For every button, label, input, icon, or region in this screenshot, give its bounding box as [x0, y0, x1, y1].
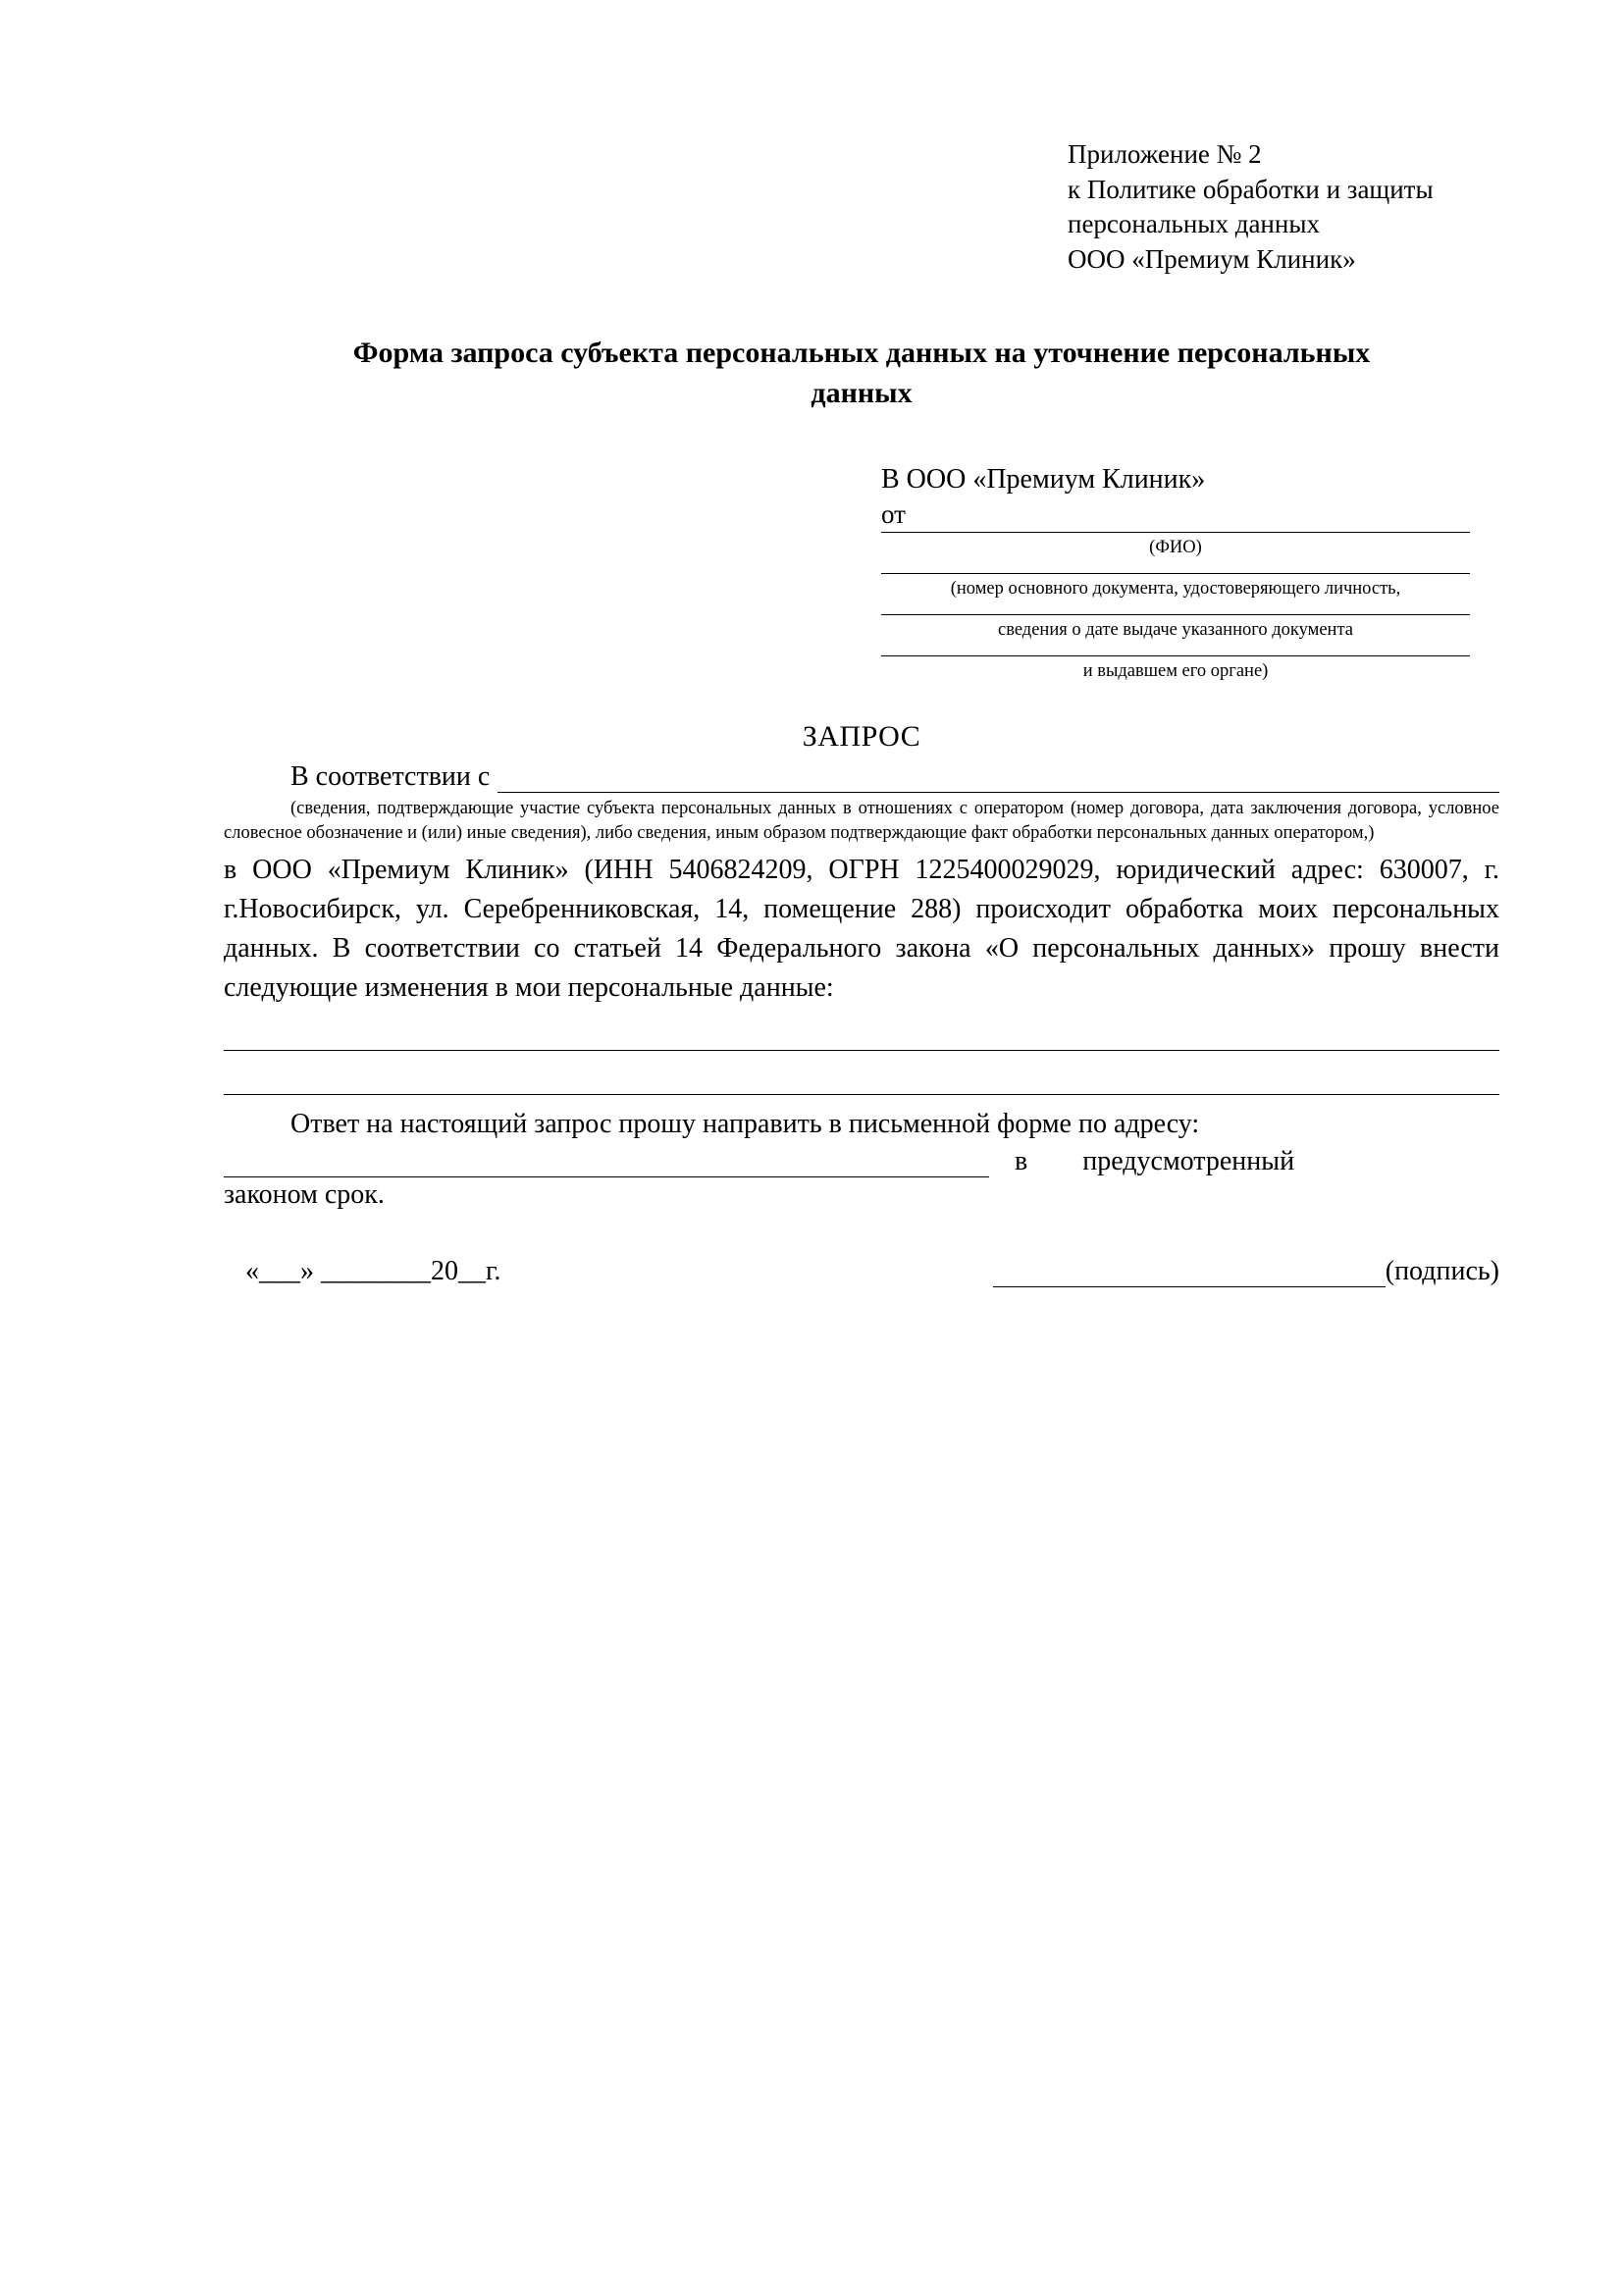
appendix-header-line-1: Приложение № 2	[1068, 139, 1262, 169]
document-issuer-fill-line[interactable]	[881, 655, 1470, 656]
date-field[interactable]: «___» ________20__г.	[245, 1256, 501, 1287]
appendix-header-line-4: ООО «Премиум Клиник»	[1068, 243, 1356, 274]
answer-address-row	[224, 1146, 1499, 1177]
request-basis-note-text: (сведения, подтверждающие участие субъекта персональных данных в отношениях с оператором (номер договора, дата заключения договора, условное словесное обозначение и (или) иные сведения), либо сведения, иным образом подтверждающие факт обработки персональных данных оператором,)	[224, 799, 1499, 843]
fio-fill-line[interactable]	[881, 532, 1470, 533]
page-title: Форма запроса субъекта персональных данных на уточнение персональных данных	[352, 336, 1371, 409]
answer-paragraph-text: Ответ на настоящий запрос прошу направить в письменной форме по адресу:	[290, 1109, 1200, 1140]
answer-address-tail: в предусмотренный	[1015, 1146, 1295, 1177]
document-issuer-caption: и выдавшем его органе)	[1082, 661, 1269, 682]
answer-address-fill-line[interactable]	[224, 1155, 989, 1177]
changes-fill-line-2[interactable]	[224, 1094, 1499, 1095]
addressee-from-label: от	[881, 499, 906, 530]
addressee-organization: В ООО «Премиум Клиник»	[881, 464, 1206, 496]
addressee-block	[881, 464, 1470, 683]
request-basis-fill-line[interactable]	[497, 770, 1499, 793]
request-basis-label: В соответствии с	[290, 761, 491, 793]
appendix-header-line-3: персональных данных	[1068, 209, 1320, 239]
request-basis-note	[224, 797, 1499, 845]
signature-fill-line[interactable]	[993, 1265, 1386, 1287]
signature-label: (подпись)	[1385, 1256, 1499, 1287]
document-number-caption: (номер основного документа, удостоверяющего личность,	[950, 579, 1401, 600]
answer-paragraph	[224, 1105, 1499, 1144]
signature-row	[224, 1256, 1499, 1287]
changes-fill-line-1[interactable]	[224, 1050, 1499, 1051]
document-date-fill-line[interactable]	[881, 614, 1470, 615]
document-date-caption: сведения о дате выдаче указанного документа	[998, 620, 1353, 641]
request-heading: ЗАПРОС	[802, 720, 921, 754]
request-body-paragraph: в ООО «Премиум Клиник» (ИНН 5406824209, ОГРН 1225400029029, юридический адрес: 630007, г. г.Новосибирск, ул. Серебренниковская, 14, помещение 288) происходит обработка моих персональных данных. В соответствии со статьей 14 Федерального закона «О персональных данных» прошу внести следующие изменения в мои персональные данные:	[224, 855, 1499, 1003]
fio-caption: (ФИО)	[1149, 538, 1202, 558]
document-content	[224, 137, 1499, 1287]
answer-term-line: законом срок.	[224, 1179, 385, 1211]
request-basis-row	[224, 761, 1499, 793]
appendix-header-line-2: к Политике обработки и защиты	[1068, 174, 1434, 204]
appendix-header	[1068, 137, 1499, 278]
document-number-fill-line[interactable]	[881, 573, 1470, 574]
